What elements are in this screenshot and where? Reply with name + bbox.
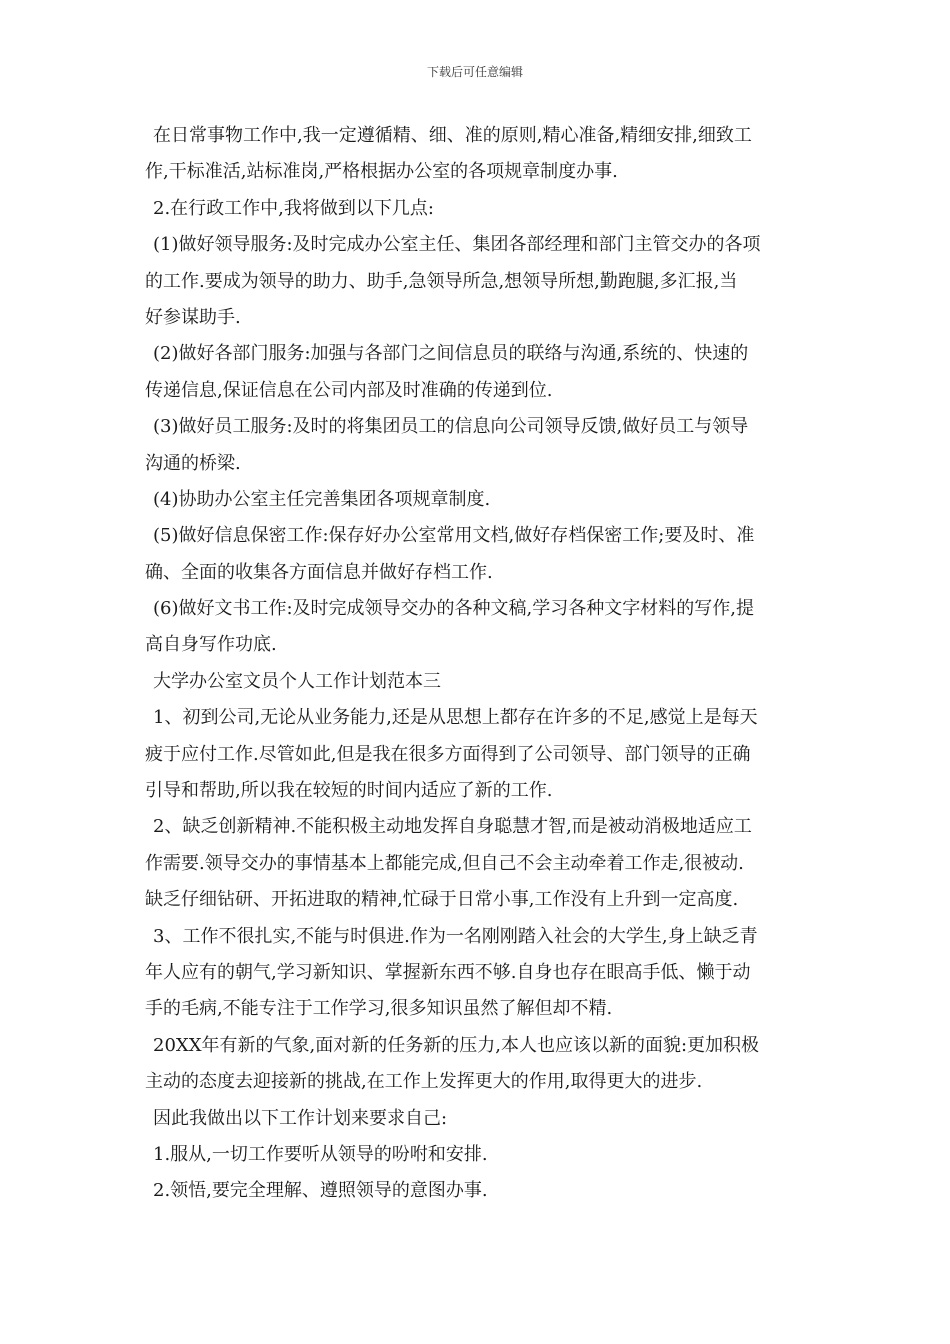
text-line: 2.领悟,要完全理解、遵照领导的意图办事. (153, 1180, 488, 1202)
text-line: 1.服从,一切工作要听从领导的吩咐和安排. (153, 1143, 488, 1165)
text-line: 确、全面的收集各方面信息并做好存档工作. (145, 561, 493, 583)
text-line: (3)做好员工服务:及时的将集团员工的信息向公司领导反馈,做好员工与领导 (153, 416, 749, 438)
text-line: 20XX年有新的气象,面对新的任务新的压力,本人也应该以新的面貌:更加积极 (153, 1034, 760, 1056)
text-line: (4)协助办公室主任完善集团各项规章制度. (153, 488, 491, 510)
text-line: 疲于应付工作.尽管如此,但是我在很多方面得到了公司领导、部门领导的正确 (145, 743, 751, 765)
text-line: (5)做好信息保密工作:保存好办公室常用文档,做好存档保密工作;要及时、准 (153, 525, 755, 547)
text-line: 1、初到公司,无论从业务能力,还是从思想上都存在许多的不足,感觉上是每天 (153, 707, 758, 729)
document-body (145, 118, 807, 1210)
text-line: (2)做好各部门服务:加强与各部门之间信息员的联络与沟通,系统的、快速的 (153, 343, 749, 365)
text-line: (1)做好领导服务:及时完成办公室主任、集团各部经理和部门主管交办的各项 (153, 234, 761, 256)
text-line: 年人应有的朝气,学习新知识、掌握新东西不够.自身也存在眼高手低、懒于动 (145, 961, 751, 983)
text-line: 高自身写作功底. (145, 634, 277, 656)
text-line: 手的毛病,不能专注于工作学习,很多知识虽然了解但却不精. (145, 998, 613, 1020)
text-line: 因此我做出以下工作计划来要求自己: (153, 1107, 448, 1129)
text-line: (6)做好文书工作:及时完成领导交办的各种文稿,学习各种文字材料的写作,提 (153, 598, 755, 620)
text-line: 3、工作不很扎实,不能与时俱进.作为一名刚刚踏入社会的大学生,身上缺乏青 (153, 925, 758, 947)
text-line: 2.在行政工作中,我将做到以下几点: (153, 197, 434, 219)
text-line: 引导和帮助,所以我在较短的时间内适应了新的工作. (145, 780, 553, 802)
text-line: 缺乏仔细钻研、开拓进取的精神,忙碌于日常小事,工作没有上升到一定高度. (145, 889, 739, 911)
text-line: 在日常事物工作中,我一定遵循精、细、准的原则,精心准备,精细安排,细致工 (153, 125, 752, 146)
page-header: 下载后可任意编辑 (426, 65, 523, 79)
text-line: 好参谋助手. (145, 306, 241, 328)
text-line: 作,干标准活,站标准岗,严格根据办公室的各项规章制度办事. (145, 161, 618, 183)
text-line: 沟通的桥梁. (145, 452, 241, 474)
text-line: 主动的态度去迎接新的挑战,在工作上发挥更大的作用,取得更大的进步. (145, 1071, 703, 1093)
text-line: 的工作.要成为领导的助力、助手,急领导所急,想领导所想,勤跑腿,多汇报,当 (145, 270, 738, 292)
text-line: 大学办公室文员个人工作计划范本三 (153, 670, 441, 692)
text-line: 作需要.领导交办的事情基本上都能完成,但自己不会主动牵着工作走,很被动. (145, 852, 744, 874)
text-line: 传递信息,保证信息在公司内部及时准确的传递到位. (145, 379, 553, 401)
text-line: 2、缺乏创新精神.不能积极主动地发挥自身聪慧才智,而是被动消极地适应工 (153, 816, 752, 838)
